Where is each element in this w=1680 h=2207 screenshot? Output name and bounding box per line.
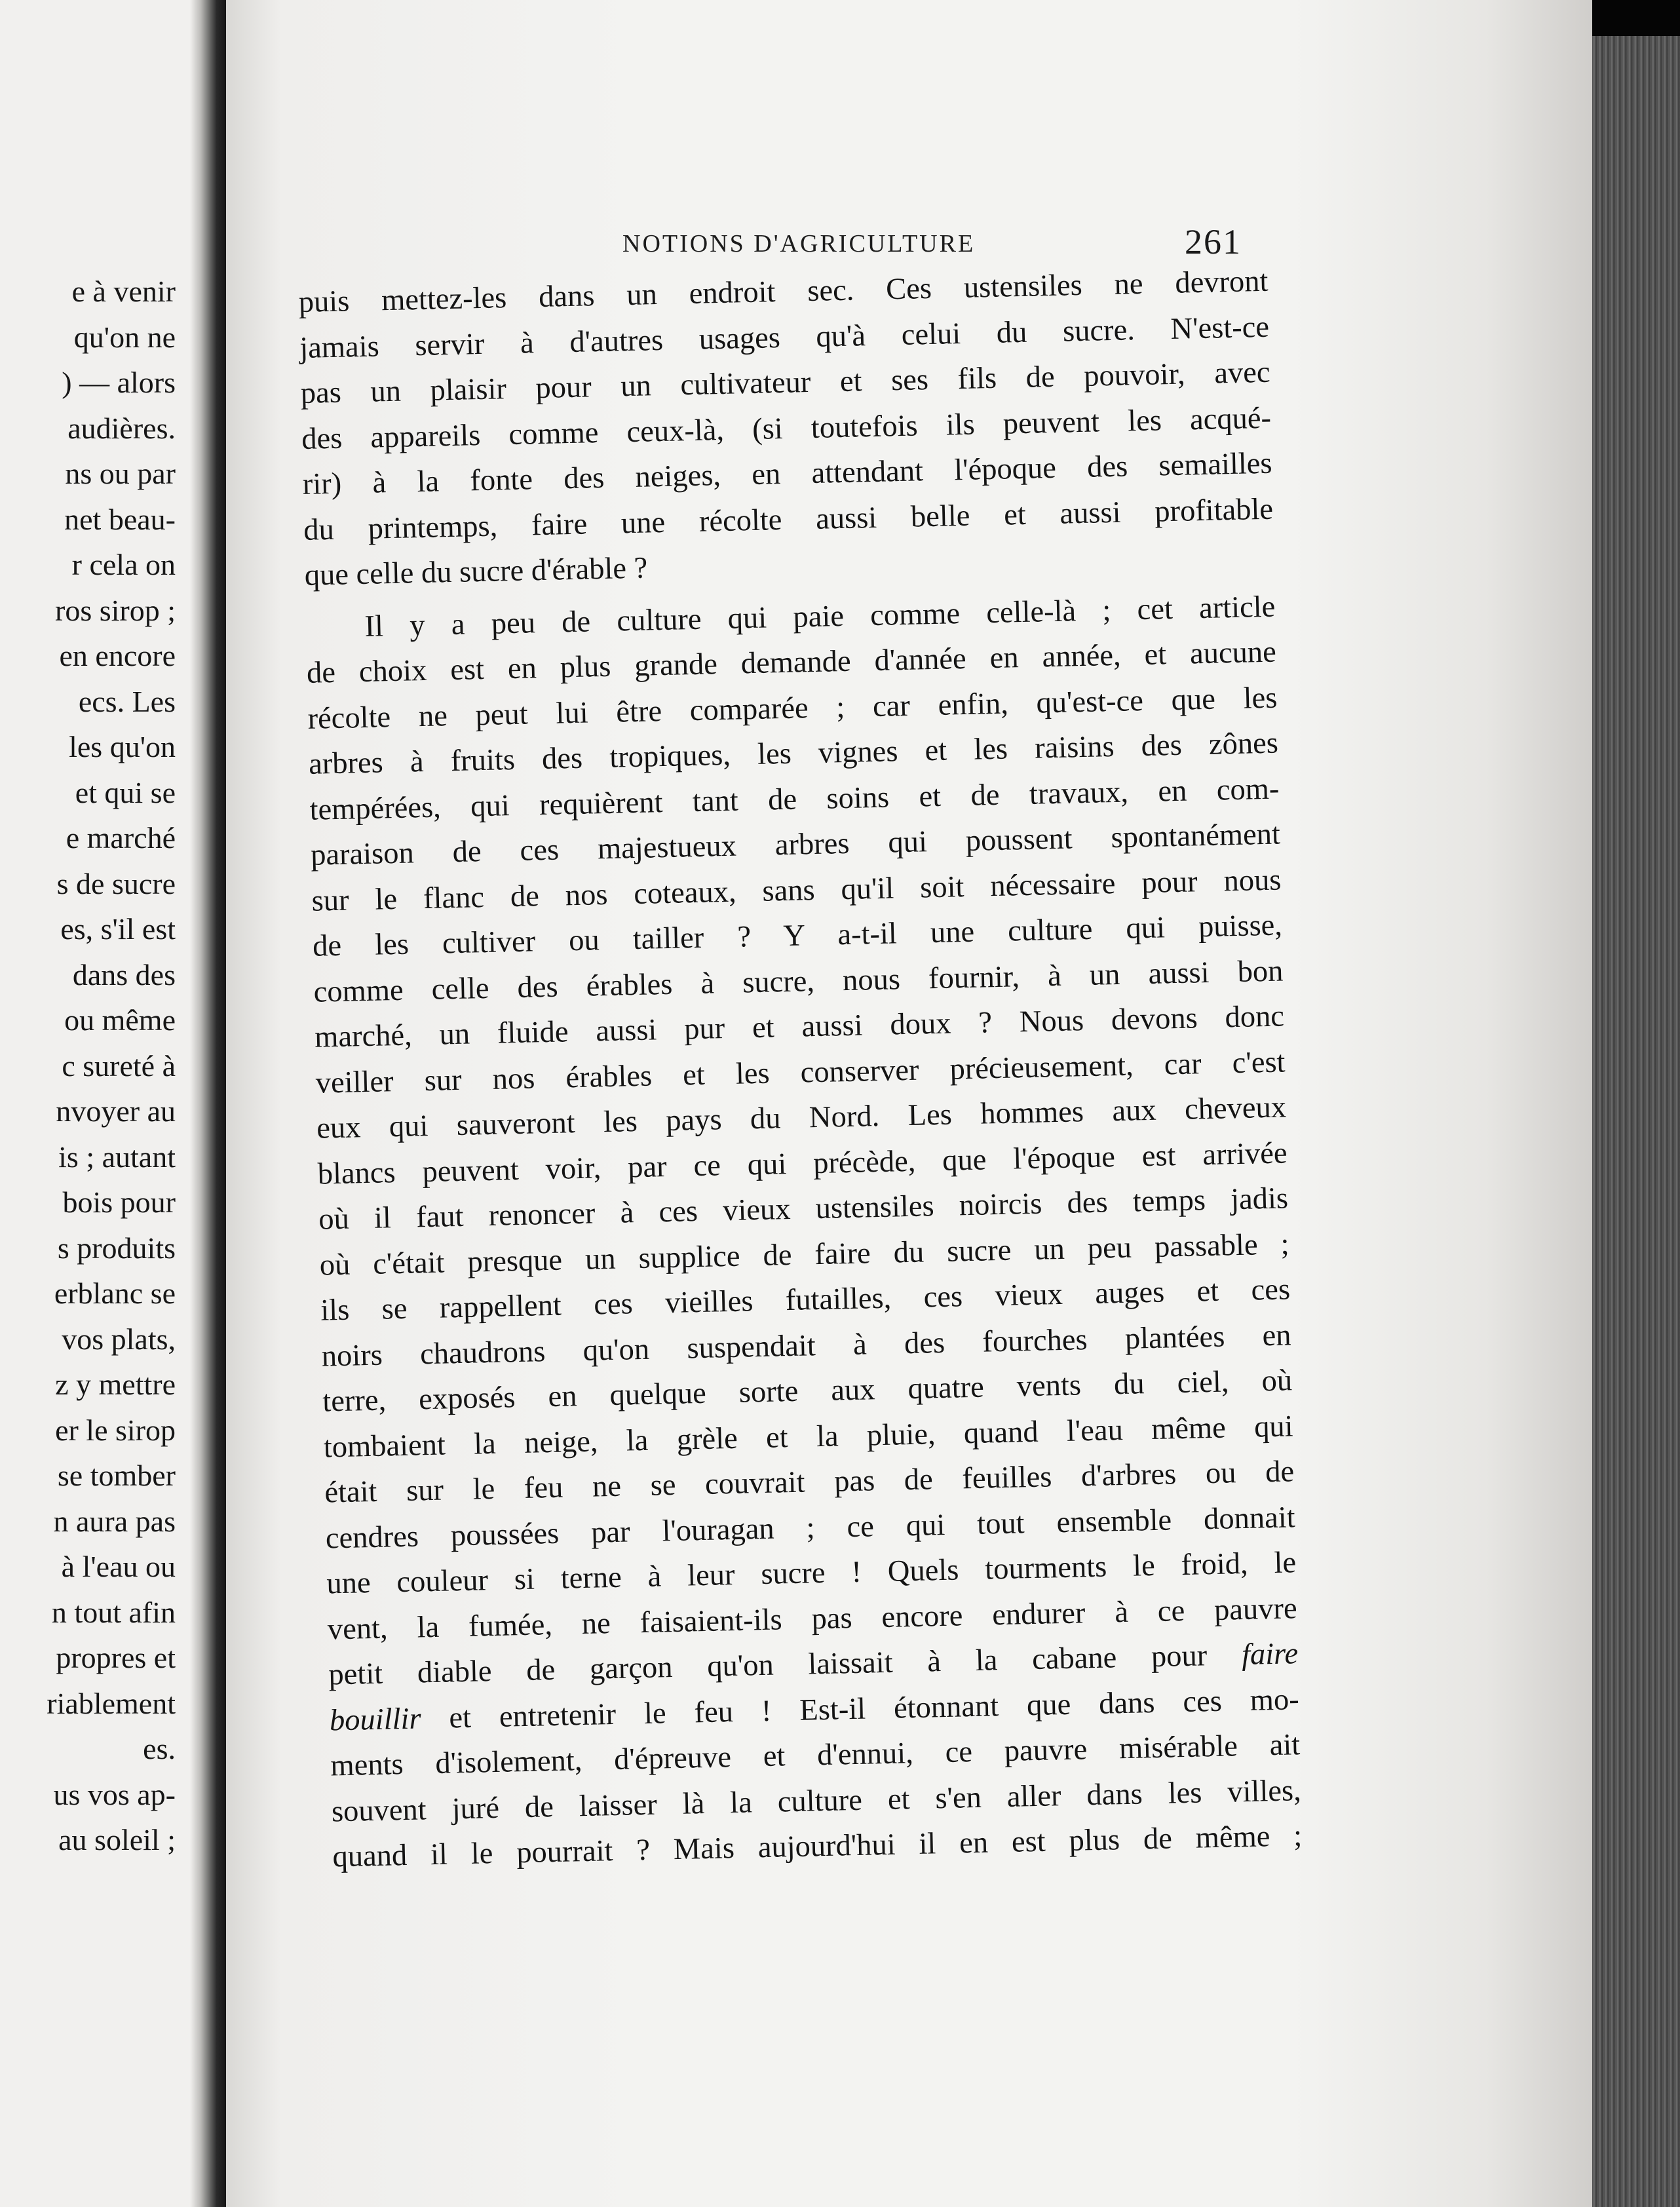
facing-page-line: les qu'on [69,730,176,763]
text-line: ments d'isolement, d'épreuve et d'ennui, ce pauvre misérable ait [330,1728,1301,1783]
facing-page-line: erblanc se [54,1276,176,1310]
text-line: blancs peuvent voir, par ce qui précède, que l'époque est arrivée [317,1136,1288,1191]
paragraph-2 [305,584,1298,1652]
text-line: tombaient la neige, la grèle et la pluie, quand l'eau même qui [323,1409,1294,1465]
facing-page-line: r cela on [71,548,176,581]
text-line: noirs chaudrons qu'on suspendait à des fourches plantées en [321,1318,1292,1373]
text-line: où il faut renoncer à ces vieux ustensiles noircis des temps jadis [318,1181,1289,1237]
facing-page-line: ns ou par [65,457,176,490]
text-line: veiller sur nos érables et les conserver précieusement, car c'est [315,1045,1286,1100]
facing-page-line: bois pour [62,1185,176,1219]
facing-page-line: s produits [57,1231,176,1265]
text-line: Il y a peu de culture qui paie comme celle-là ; cet article [364,590,1276,643]
text-run: et entretenir le feu ! Est-il étonnant que dans ces mo- [420,1682,1300,1735]
facing-page-line: es, s'il est [60,912,176,946]
page-number: 261 [1185,222,1242,261]
text-line: arbres à fruits des tropiques, les vignes et les raisins des zônes [308,726,1279,781]
text-line: du printemps, faire une récolte aussi belle et aussi profitable [303,492,1274,547]
italic-run: faire [1241,1637,1299,1672]
text-line: récolte ne peut lui être comparée ; car enfin, qu'est-ce que les [307,681,1278,736]
facing-page-line: ecs. Les [78,684,176,718]
text-line: cendres poussées par l'ouragan ; ce qui tout ensemble donnait [325,1500,1296,1556]
text-line: sur le flanc de nos coteaux, sans qu'il soit nécessaire pour nous [311,862,1282,918]
facing-page-left [0,0,203,2207]
facing-page-line: vos plats, [62,1322,176,1356]
text-line: jamais servir à d'autres usages qu'à celui du sucre. N'est-ce [299,310,1270,365]
facing-page-line: ou même [64,1003,176,1037]
text-line: rir) à la fonte des neiges, en attendant l'époque des semailles [302,446,1273,501]
facing-page-text [47,269,176,1863]
facing-page-line: n aura pas [53,1504,176,1538]
facing-page-line: s de sucre [56,866,176,900]
facing-page-line: e marché [66,821,176,854]
page-body-text [298,259,1303,1880]
text-line: des appareils comme ceux-là, (si toutefois ils peuvent les acqué- [301,401,1272,456]
text-line: paraison de ces majestueux arbres qui poussent spontanément [310,817,1281,872]
facing-page-line: n tout afin [51,1595,176,1629]
text-line: souvent juré de laisser là la culture et s'en aller dans les villes, [331,1773,1302,1828]
text-line: tempérées, qui requièrent tant de soins et de travaux, en com- [309,772,1280,827]
text-line: était sur le feu ne se couvrait pas de feuilles d'arbres ou de [324,1455,1295,1510]
facing-page-line: c sureté à [62,1048,176,1083]
facing-page-line: riablement [47,1686,176,1720]
text-line: ils se rappellent ces vieilles futailles, ces vieux auges et ces [320,1273,1291,1328]
paragraph-1 [298,259,1274,599]
text-line: une couleur si terne à leur sucre ! Quels tourments le froid, le [326,1546,1297,1601]
facing-page-line: et qui se [75,775,176,809]
text-line: terre, exposés en quelque sorte aux quatre vents du ciel, où [322,1364,1293,1419]
facing-page-line: à l'eau ou [61,1550,176,1583]
facing-page-line: us vos ap- [53,1777,176,1811]
facing-page-line: es. [143,1732,176,1765]
facing-page-line: nvoyer au [56,1094,176,1128]
facing-page-line: au soleil ; [58,1823,176,1856]
facing-page-line: ros sirop ; [55,593,176,627]
facing-page-line: qu'on ne [73,320,176,354]
text-line: vent, la fumée, ne faisaient-ils pas encore endurer à ce pauvre [327,1591,1298,1647]
text-line: comme celle des érables à sucre, nous fournir, à un aussi bon [313,953,1284,1009]
text-line: marché, un fluide aussi pur et aussi doux ? Nous devons donc [314,999,1285,1054]
text-line: puis mettez-les dans un endroit sec. Ces ustensiles ne devront [298,264,1269,319]
text-line: quand il le pourrait ? Mais aujourd'hui il en est plus de même ; [332,1819,1303,1874]
text-run: petit diable de garçon qu'on laissait à la cabane pour [328,1638,1242,1692]
facing-page-line: z y mettre [55,1368,176,1401]
facing-page-line: is ; autant [58,1140,176,1174]
facing-page-line: ) — alors [62,366,176,399]
facing-page-line: net beau- [64,502,176,536]
text-line: pas un plaisir pour un cultivateur et ses fils de pouvoir, avec [300,355,1270,410]
facing-page-line: dans des [72,957,176,991]
facing-page-line: audières. [67,411,176,445]
running-head: NOTIONS D'AGRICULTURE [622,230,976,258]
text-line: eux qui sauveront les pays du Nord. Les hommes aux cheveux [316,1090,1287,1145]
facing-page-line: se tomber [57,1459,176,1492]
text-line: que celle du sucre d'érable ? [304,551,648,592]
paragraph-2-end [330,1722,1303,1880]
page-stack-edge [1592,36,1680,2207]
facing-page-line: e à venir [71,275,176,308]
facing-page-line: en encore [59,639,176,672]
page-edge-top [1592,0,1680,36]
italic-run: bouillir [329,1701,422,1737]
facing-page-line: er le sirop [55,1413,176,1447]
text-line: de choix est en plus grande demande d'année en année, et aucune [306,635,1277,690]
text-line: où c'était presque un supplice de faire du sucre un peu passable ; [319,1227,1290,1282]
facing-page-line: propres et [56,1641,176,1674]
text-line: de les cultiver ou tailler ? Y a-t-il une culture qui puisse, [312,908,1283,963]
